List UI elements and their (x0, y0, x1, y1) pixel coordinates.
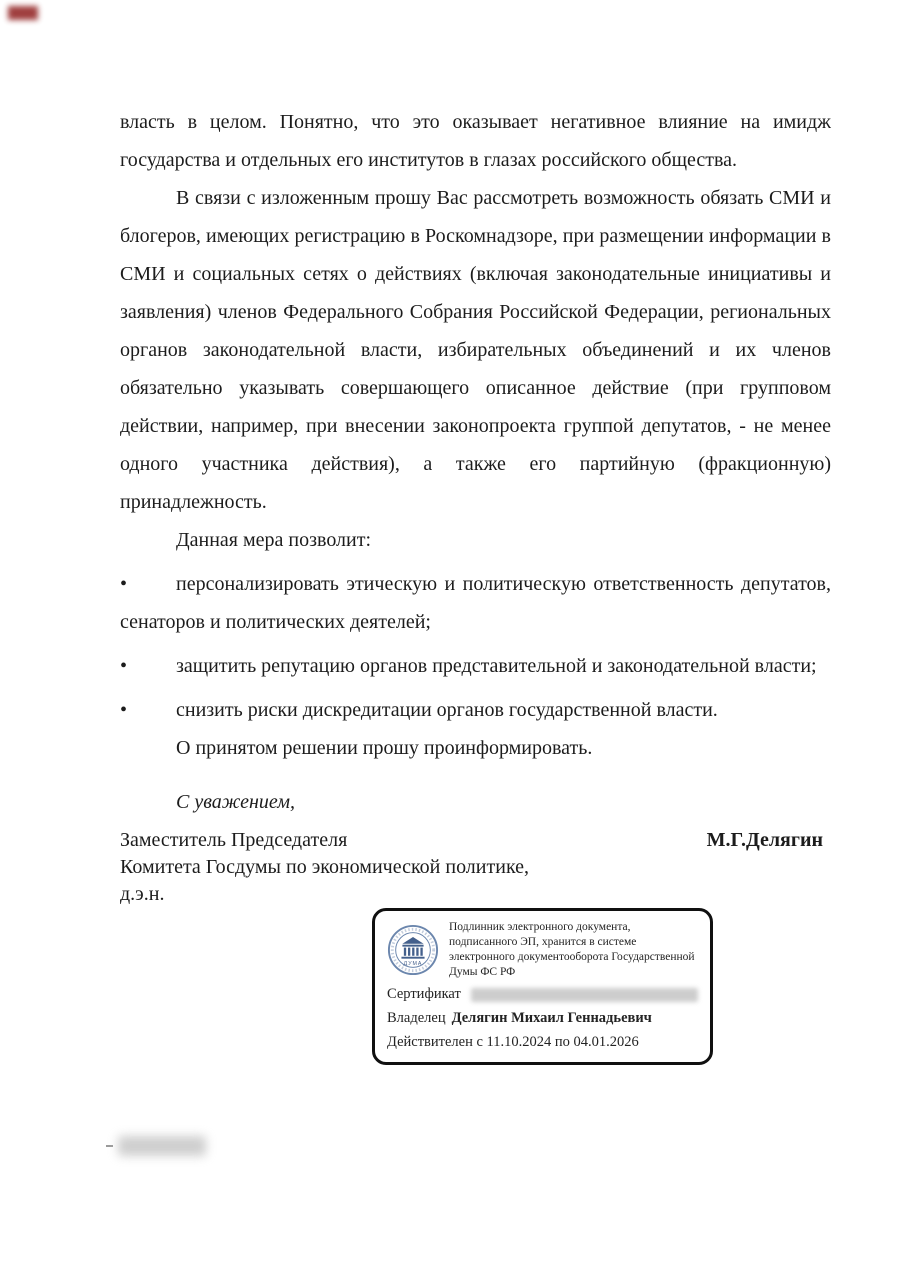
bullet-icon: • (120, 699, 128, 721)
gosduma-emblem-icon (387, 924, 439, 976)
paragraph: власть в целом. Понятно, что это оказывает негативное влияние на имидж государства и отдельных его институтов в глазах российского общества. (120, 111, 831, 171)
validity-text: Действителен с 11.10.2024 по 04.01.2026 (387, 1034, 639, 1050)
letter-body (120, 103, 831, 1065)
bullet-item (120, 691, 831, 729)
stamp-header (387, 920, 698, 980)
stamp-description: Подлинник электронного документа, подписанного ЭП, хранится в системе электронного документооборота Государственной Думы ФС РФ (449, 921, 695, 978)
smudge-dash (106, 1145, 113, 1147)
bullet-text: персонализировать этическую и политическую ответственность депутатов, сенаторов и политических деятелей; (120, 573, 831, 633)
bullet-text: снизить риски дискредитации органов государственной власти. (176, 699, 718, 721)
smudge-bar (118, 1136, 206, 1156)
validity-row (387, 1033, 698, 1052)
signature-block (120, 827, 831, 908)
bullet-icon: • (120, 573, 128, 595)
signatory-name: М.Г.Делягин (706, 829, 823, 851)
bullet-text: защитить репутацию органов представительной и законодательной власти; (176, 655, 817, 677)
redaction-mark (8, 6, 38, 20)
signature-position-line: Заместитель Председателя (120, 829, 348, 851)
electronic-signature-stamp (372, 908, 713, 1065)
list-intro: Данная мера позволит: (176, 529, 372, 551)
owner-row (387, 1009, 698, 1028)
emblem-label: ДУМА (403, 960, 423, 967)
redacted-reference-smudge (106, 1136, 206, 1156)
paragraph: В связи с изложенным прошу Вас рассмотреть возможность обязать СМИ и блогеров, имеющих регистрацию в Роскомнадзоре, при размещении информации в СМИ и социальных сетях о действиях (включая законодательные инициативы и заявления) членов Федерального Собрания Российской Федерации, региональных органов законодательной власти, избирательных объединений и их членов обязательно указывать совершающего описанное действие (при групповом действии, например, при внесении законопроекта группой депутатов, - не менее одного участника действия), а также его партийную (фракционную) принадлежность. (120, 187, 831, 513)
valediction: С уважением, (176, 791, 296, 813)
signature-position-line: Комитета Госдумы по экономической политике, (120, 856, 530, 878)
owner-label: Владелец (387, 1010, 446, 1026)
owner-name: Делягин Михаил Геннадьевич (451, 1010, 652, 1026)
certificate-label: Сертификат (387, 986, 461, 1002)
signature-position-line: д.э.н. (120, 883, 165, 905)
certificate-row (387, 985, 698, 1004)
bullet-item (120, 565, 831, 641)
bullet-icon: • (120, 655, 128, 677)
bullet-item (120, 647, 831, 685)
certificate-number-redacted (471, 988, 698, 1002)
closing-request: О принятом решении прошу проинформировать. (176, 737, 593, 759)
